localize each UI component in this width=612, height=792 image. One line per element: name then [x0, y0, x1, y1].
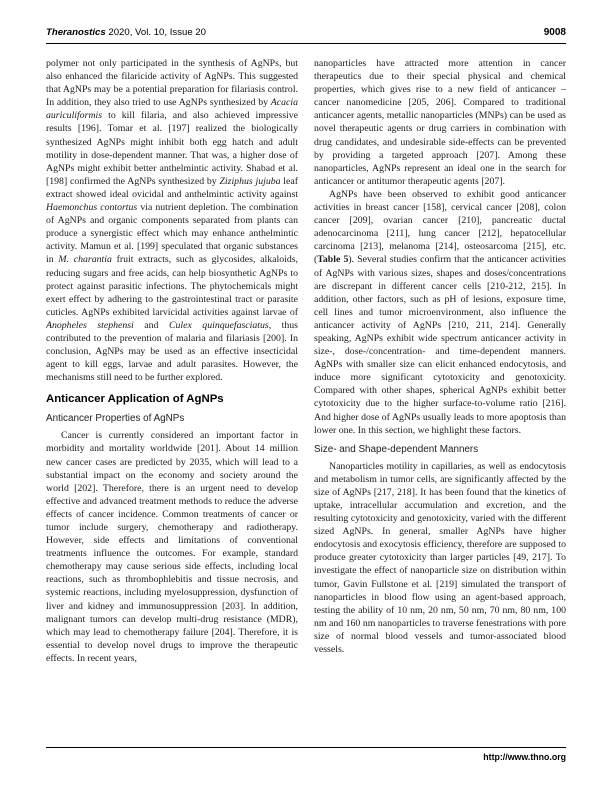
journal-info — [46, 27, 206, 38]
text-run: Table 5 — [317, 254, 349, 266]
journal-url[interactable]: http://www.thno.org — [483, 752, 566, 762]
text-run: Culex quinquefasciatus — [168, 319, 269, 331]
paragraph — [314, 188, 566, 437]
text-run: and — [133, 319, 169, 331]
text-run: to kill filaria, and also achieved impressive results [196]. Tomar et al. [197] realized the biologically synthesized AgNPs might inhibit both egg hatch and adult motility in dose-dependent manner. That was, a higher dose of AgNPs might exhibit better anthelmintic activity. Shabad et al. [198] confirmed the AgNPs synthesized by — [46, 110, 298, 187]
text-run: nanoparticles have attracted more attention in cancer therapeutics due to their special physical and chemical properties, which gives rise to a new field of anticancer – cancer nanomedicine [205, 206]. Compared to traditional anticancer agents, metallic nanoparticles (MNPs) can be used as novel therapeutic agents or drug carriers in combination with drug candidates, and undesirable side-effects can be prevented by providing a targeted approach [207]. Among these nanoparticles, AgNPs represent an ideal one in the search for anticancer or antitumor therapeutic agents [207]. — [314, 58, 566, 187]
header-rule — [46, 43, 566, 44]
right-column — [314, 57, 566, 741]
journal-name: Theranostics — [46, 27, 106, 38]
page-number: 9008 — [543, 27, 566, 38]
text-run: fruit extracts, such as glycosides, alkaloids, reducing sugars and free acids, can help biosynthetic AgNPs to protect against parasitic infections. The phytochemicals might exert effect by adhering to the gastrointestinal tract or parasite cuticles. AgNPs exhibited larvicidal activities against larvae of — [46, 254, 298, 318]
article-body — [46, 57, 566, 741]
paragraph — [46, 429, 298, 665]
text-run: AgNPs have been observed to exhibit good anticancer activities in breast cancer [158], cervical cancer [208], colon cancer [209], ovarian cancer [210], pancreatic ductal adenocarcinoma [211], lung cancer [212], hepatocellular carcinoma [213], melanoma [214], osteosarcoma [215], etc. ( — [314, 188, 566, 266]
text-run: polymer not only participated in the synthesis of AgNPs, but also enhanced the filaricide activity of AgNPs. This suggested that AgNPs may be a potential preparation for filariasis control. In addition, they also tried to use AgNPs synthesized by — [46, 58, 298, 109]
subsection-heading: Size- and Shape-dependent Manners — [314, 443, 479, 455]
text-run: , thus contributed to the prevention of malaria and filariasis [200]. In conclusion, AgNPs may be used as an effective insecticidal agent to kill eggs, larvae and adult parasites. However, the mechanisms still need to be further explored. — [46, 319, 298, 384]
section-heading: Anticancer Application of AgNPs — [46, 393, 224, 406]
paragraph — [314, 460, 566, 656]
text-run: Cancer is currently considered an important factor in morbidity and mortality worldwide [201]. About 14 million new cancer cases are predicted by 2035, which will lead to a substantial impact on the economy and society around the world [202]. Therefore, there is an urgent need to develop effective and advanced treatment methods to reduce the adverse effects of cancer incidence. Common treatments of cancer or tumor include surgery, chemotherapy and radiotherapy. However, side effects and limitations of conventional treatments influence the outcomes. For example, standard chemotherapy may cause serious side effects, including local reactions, such as thrombophlebitis and tissue necrosis, and systemic reactions, including myelosuppression, dysfunction of liver and kidney and immunosuppression [203]. In addition, malignant tumors can develop multi-drug resistance (MDR), which may lead to chemotherapy failure [204]. Therefore, it is essential to develop novel drugs to improve the therapeutic effects. In recent years, — [46, 430, 298, 664]
text-run: via nutrient depletion. The combination of AgNPs and organic components separated from plants can produce a synergistic effect which may enhance anthelmintic activity. Mamun et al. [199] speculated that organic substances in — [46, 202, 298, 266]
text-run: Ziziphus jujuba — [219, 175, 281, 187]
text-run: ). Several studies confirm that the anticancer activities of AgNPs with various sizes, shapes and doses/concentrations are discrepant in different cancer cells [210-212, 215]. In addition, other factors, such as pH of lesions, exposure time, cell lines and tumor microenvironment, also influence the anticancer activity of AgNPs [210, 211, 214]. Generally speaking, AgNPs exhibit wide spectrum anticancer activity in size-, dose-/concentration- and time-dependent manners. AgNPs with smaller size can elicit enhanced endocytosis, and induce more significant cytotoxicity and genotoxicity. Compared with other shapes, spherical AgNPs exhibit better cytotoxicity due to the higher surface-to-volume ratio [216]. And higher dose of AgNPs usually leads to more apoptosis than lower one. In this section, we highlight these factors. — [314, 254, 566, 436]
text-run: leaf extract showed ideal ovicidal and anthelmintic activity against — [46, 175, 298, 200]
subsection-heading: Anticancer Properties of AgNPs — [46, 413, 185, 425]
left-column — [46, 57, 298, 741]
text-run: Anopheles stephensi — [46, 319, 134, 331]
paragraph — [314, 57, 566, 188]
text-run: Haemonchus contortus — [46, 202, 138, 214]
journal-issue: 2020, Vol. 10, Issue 20 — [105, 27, 206, 38]
running-header — [46, 27, 566, 43]
text-run: M. charantia — [58, 254, 112, 266]
footer-rule — [46, 747, 566, 748]
paragraph — [46, 57, 298, 384]
text-run: Nanoparticles motility in capillaries, as well as endocytosis and metabolism in tumor cells, are significantly affected by the size of AgNPs [217, 218]. It has been found that the kinetics of uptake, intracellular accumulation and excretion, and the resulting cytotoxicity and genotoxicity, varied with the different sized AgNPs. In general, smaller AgNPs have higher endocytosis and exocytosis efficiency, therefore are supposed to produce greater cytotoxicity than larger particles [49, 217]. To investigate the effect of nanoparticle size on distribution within tumor, Gavin Fullstone et al. [219] simulated the transport of nanoparticles in blood flow using an agent-based approach, testing the ability of 10 nm, 20 nm, 50 nm, 70 nm, 80 nm, 100 nm and 160 nm nanoparticles to traverse fenestrations with pore size of normal blood vessels and tumor-associated blood vessels. — [314, 460, 566, 656]
text-run: Acacia auriculiformis — [46, 97, 298, 122]
